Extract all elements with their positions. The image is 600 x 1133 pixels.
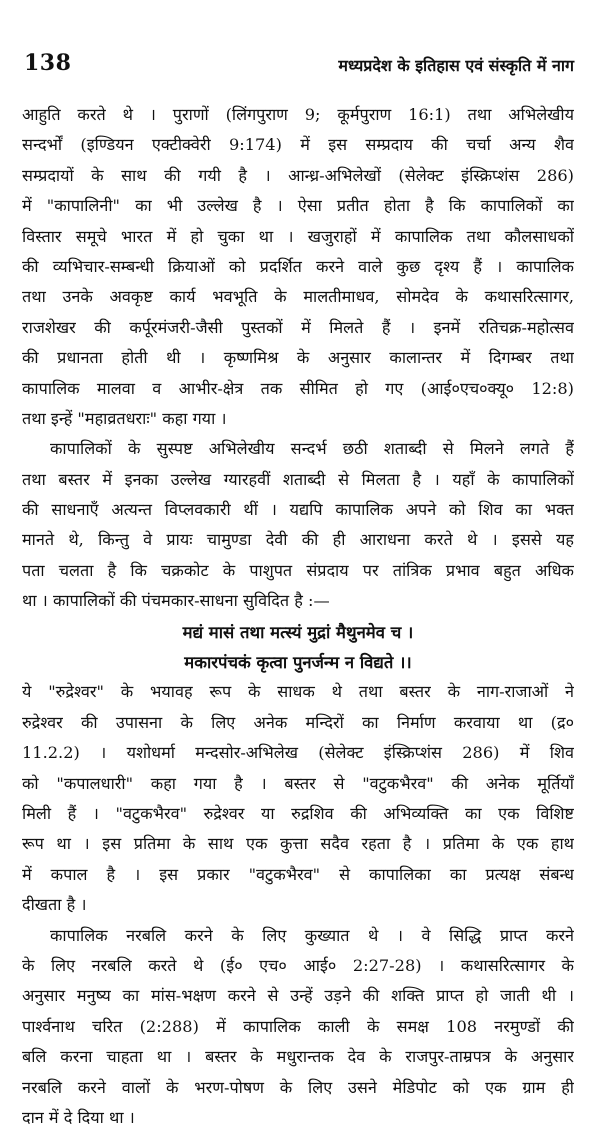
page-header [22,0,574,92]
text-line: था । कापालिकों की पंचमकार-साधना सुविदित है :— [22,591,330,611]
text-line: तथा बस्तर में इनका उल्लेख ग्यारहवीं शताब्दी से मिलता है । यहाँ के कापालिकों [22,469,574,489]
text-line: में "कापालिनी" का भी उल्लेख है । ऐसा प्रतीत होता है कि कापालिकों का [22,196,574,216]
page-body [22,100,574,1133]
text-line: सम्प्रदायों के साथ की गयी है । आन्ध्र-अभिलेखों (सेलेक्ट इंस्क्रिप्शंस 286) [22,165,574,185]
text-line: पता चलता है कि चक्रकोट के पाशुपत संप्रदाय पर तांत्रिक प्रभाव बहुत अधिक [22,560,574,580]
text-line: अनुसार मनुष्य का मांस-भक्षण करने से उन्हें उड़ने की शक्ति प्राप्त हो जाती थी । [22,986,574,1006]
running-title: मध्यप्रदेश के इतिहास एवं संस्कृति में नाग [338,56,574,75]
text-line: दीखता है । [22,895,87,915]
text-line: राजशेखर की कर्पूरमंजरी-जैसी पुस्तकों में मिलते हैं । इनमें रतिचक्र-महोत्सव [22,317,574,337]
text-line: नरबलि करने वालों के भरण-पोषण के लिए उसने मेडिपोट को एक ग्राम ही [22,1077,574,1097]
text-line: की प्रधानता होती थी । कृष्णमिश्र के अनुसार कालान्तर में दिगम्बर तथा [22,348,574,368]
page-number: 138 [24,50,72,76]
text-line: कापालिकों के सुस्पष्ट अभिलेखीय सन्दर्भ छठी शताब्दी से मिलने लगते हैं [50,439,574,459]
verse-line: मद्यं मासं तथा मत्स्यं मुद्रां मैथुनमेव च । [182,621,414,642]
text-line: में कपाल है । इस प्रकार "वटुकभैरव" से कापालिका का प्रत्यक्ष संबन्ध [22,864,574,884]
text-line: को "कपालधारी" कहा गया है । बस्तर से "वटुकभैरव" की अनेक मूर्तियाँ [22,773,574,793]
text-line: रूप था । इस प्रतिमा के साथ एक कुत्ता सदैव रहता है । प्रतिमा के एक हाथ [22,834,574,854]
text-line: की व्यभिचार-सम्बन्धी क्रियाओं को प्रदर्शित करने वाले कुछ दृश्य हैं । कापालिक [22,256,574,276]
verse-line: मकारपंचकं कृत्वा पुनर्जन्म न विद्यते ।। [184,652,412,673]
text-line: मिली हैं । "वटुकभैरव" रुद्रेश्वर या रुद्रशिव की अभिव्यक्ति का एक विशिष्ट [22,803,574,823]
text-line: आहुति करते थे । पुराणों (लिंगपुराण 9; कूर्मपुराण 16:1) तथा अभिलेखीय [22,105,574,124]
text-line: कापालिक मालवा व आभीर-क्षेत्र तक सीमित हो गए (आई०एच०क्यू० 12:8) [22,378,574,398]
text-line: तथा इन्हें "महाव्रतधराः" कहा गया । [22,408,227,428]
text-line: बलि करना चाहता था । बस्तर के मधुरान्तक देव के राजपुर-ताम्रपत्र के अनुसार [22,1047,574,1067]
text-line: कापालिक नरबलि करने के लिए कुख्यात थे । वे सिद्धि प्राप्त करने [50,925,574,945]
text-line: की साधनाएँ अत्यन्त विप्लवकारी थीं । यद्यपि कापालिक अपने को शिव का भक्त [22,500,574,520]
text-line: मानते थे, किन्तु वे प्रायः चामुण्डा देवी की ही आराधना करते थे । इससे यह [22,530,574,550]
text-line: 11.2.2) । यशोधर्मा मन्दसोर-अभिलेख (सेलेक्ट इंस्क्रिप्शंस 286) में शिव [22,743,574,763]
text-line: ये "रुद्रेश्वर" के भयावह रूप के साधक थे तथा बस्तर के नाग-राजाओं ने [22,682,574,702]
text-line: दान में दे दिया था । [22,1107,135,1127]
text-line: के लिए नरबलि करते थे (ई० एच० आई० 2:27-28) । कथासरित्सागर के [22,955,574,975]
text-line: पार्श्वनाथ चरित (2:288) में कापालिक काली के समक्ष 108 नरमुण्डों की [22,1016,574,1036]
text-line: सन्दर्भों (इण्डियन एक्टीक्वेरी 9:174) में इस सम्प्रदाय की चर्चा अन्य शैव [22,135,574,155]
text-line: रुद्रेश्वर की उपासना के लिए अनेक मन्दिरों का निर्माण करवाया था (द्र० [22,712,574,732]
text-line: तथा उनके अवकृष्ट कार्य भवभूति के मालतीमाधव, सोमदेव के कथासरित्सागर, [22,287,574,307]
text-line: विस्तार समूचे भारत में हो चुका था । खजुराहों में कापालिक तथा कौलसाधकों [22,226,574,246]
